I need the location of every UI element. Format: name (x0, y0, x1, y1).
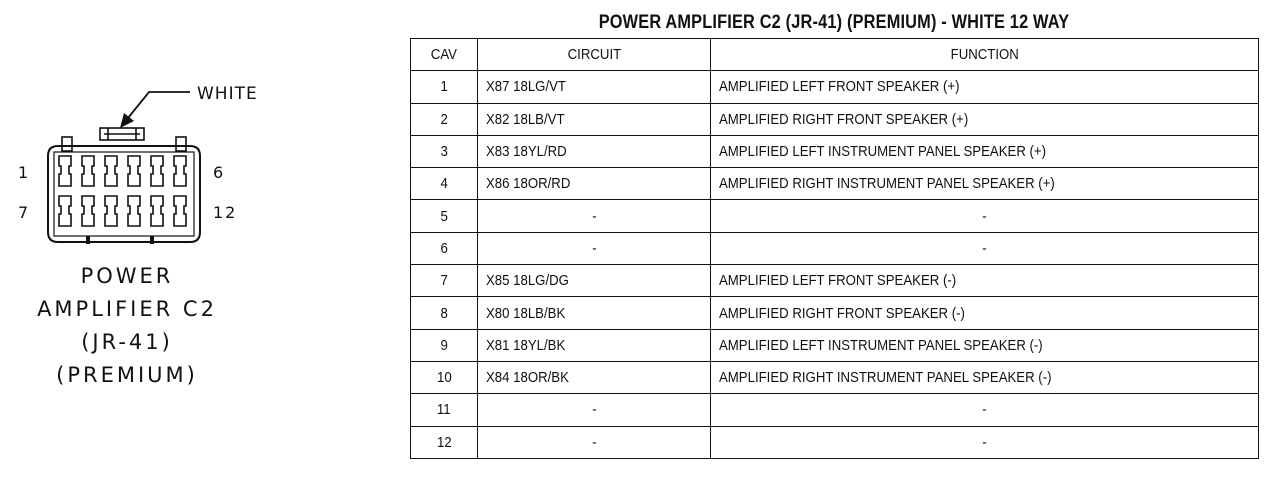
cav-cell-text: 9 (440, 336, 448, 354)
circuit-cell-text: - (591, 433, 597, 451)
connector-side-tabs (62, 137, 186, 151)
cav-cell-text: 8 (440, 304, 448, 322)
function-cell (711, 200, 1259, 232)
circuit-cell-text: X83 18YL/RD (486, 143, 567, 161)
function-cell (711, 361, 1259, 393)
cavity-3 (105, 156, 117, 186)
function-cell (711, 297, 1259, 329)
cav-cell-text: 2 (440, 110, 448, 128)
function-cell-text: - (982, 239, 987, 257)
connector-latch (100, 128, 144, 140)
cav-cell (411, 71, 478, 103)
cav-cell (411, 426, 478, 458)
table-row (411, 135, 1259, 167)
cavity-4 (128, 156, 140, 186)
function-cell (711, 232, 1259, 264)
header-function (711, 39, 1259, 71)
cav-cell (411, 329, 478, 361)
cavity-row-bottom (59, 196, 186, 226)
cav-cell (411, 135, 478, 167)
table-row (411, 168, 1259, 200)
cav-cell (411, 361, 478, 393)
header-circuit-label: CIRCUIT (567, 46, 621, 64)
circuit-cell (478, 71, 711, 103)
caption-line-4: (PREMIUM) (56, 363, 198, 387)
circuit-cell-text: X82 18LB/VT (486, 110, 565, 128)
circuit-cell (478, 232, 711, 264)
table-row (411, 200, 1259, 232)
cav-cell (411, 265, 478, 297)
circuit-cell-text: X84 18OR/BK (486, 369, 569, 387)
header-function-label: FUNCTION (950, 46, 1019, 64)
cavity-10 (128, 196, 140, 226)
circuit-cell (478, 329, 711, 361)
cav-cell (411, 232, 478, 264)
cavity-8 (82, 196, 94, 226)
cav-cell (411, 297, 478, 329)
cav-cell (411, 168, 478, 200)
function-cell (711, 329, 1259, 361)
circuit-cell (478, 200, 711, 232)
function-cell-text: AMPLIFIED LEFT FRONT SPEAKER (-) (719, 272, 957, 290)
pin-label-12: 12 (213, 203, 238, 222)
function-cell-text: AMPLIFIED RIGHT INSTRUMENT PANEL SPEAKER (-) (719, 369, 1052, 387)
cav-cell-text: 6 (440, 239, 448, 257)
table-row (411, 297, 1259, 329)
function-cell (711, 71, 1259, 103)
cavity-7 (59, 196, 71, 226)
leader-arrowhead (120, 113, 134, 128)
cavity-12 (174, 196, 186, 226)
pinout-table (410, 38, 1259, 459)
circuit-cell-text: - (591, 401, 597, 419)
table-row (411, 329, 1259, 361)
table-row (411, 394, 1259, 426)
circuit-cell (478, 103, 711, 135)
function-cell-text: - (982, 401, 987, 419)
function-cell (711, 135, 1259, 167)
circuit-cell (478, 394, 711, 426)
cav-cell-text: 11 (437, 401, 451, 419)
table-row (411, 361, 1259, 393)
cav-cell-text: 4 (440, 175, 448, 193)
table-row (411, 265, 1259, 297)
connector-diagram (0, 0, 300, 490)
circuit-cell (478, 265, 711, 297)
table-row (411, 232, 1259, 264)
cav-cell-text: 7 (440, 272, 448, 290)
circuit-cell (478, 168, 711, 200)
function-cell (711, 168, 1259, 200)
header-cav-label: CAV (430, 46, 458, 64)
connector-color-label: WHITE (197, 84, 258, 104)
cav-cell-text: 3 (440, 143, 448, 161)
header-circuit (478, 39, 711, 71)
circuit-cell (478, 135, 711, 167)
circuit-cell (478, 297, 711, 329)
cav-cell-text: 10 (436, 369, 452, 387)
table-row (411, 103, 1259, 135)
circuit-cell-text: - (591, 207, 597, 225)
table-row (411, 71, 1259, 103)
circuit-cell (478, 426, 711, 458)
cav-cell-text: 5 (440, 207, 448, 225)
circuit-cell (478, 361, 711, 393)
function-cell (711, 103, 1259, 135)
cavity-6 (174, 156, 186, 186)
cavity-11 (151, 196, 163, 226)
circuit-cell-text: - (591, 239, 597, 257)
caption-line-1: POWER (80, 264, 174, 288)
pin-label-6: 6 (213, 163, 224, 182)
cav-cell (411, 394, 478, 426)
function-cell (711, 426, 1259, 458)
table-header-row (411, 39, 1259, 71)
function-cell-text: AMPLIFIED RIGHT INSTRUMENT PANEL SPEAKER (+) (719, 175, 1055, 193)
circuit-cell-text: X87 18LG/VT (486, 78, 566, 96)
function-cell-text: AMPLIFIED RIGHT FRONT SPEAKER (-) (719, 304, 965, 322)
function-cell-text: AMPLIFIED RIGHT FRONT SPEAKER (+) (719, 110, 969, 128)
cav-cell (411, 103, 478, 135)
function-cell-text: - (982, 433, 987, 451)
function-cell (711, 265, 1259, 297)
caption-line-2: AMPLIFIER C2 (37, 297, 217, 321)
cavity-2 (82, 156, 94, 186)
function-cell-text: AMPLIFIED LEFT INSTRUMENT PANEL SPEAKER (-) (719, 336, 1043, 354)
function-cell-text: AMPLIFIED LEFT INSTRUMENT PANEL SPEAKER (+) (719, 143, 1047, 161)
cavity-9 (105, 196, 117, 226)
table-row (411, 426, 1259, 458)
circuit-cell-text: X81 18YL/BK (486, 336, 566, 354)
table-title: POWER AMPLIFIER C2 (JR-41) (PREMIUM) - WHITE 12 WAY (598, 12, 1070, 33)
circuit-cell-text: X80 18LB/BK (486, 304, 566, 322)
table-body (411, 71, 1259, 459)
header-cav (411, 39, 478, 71)
cavity-1 (59, 156, 71, 186)
cav-cell-text: 1 (440, 78, 448, 96)
cavity-row-top (59, 156, 186, 186)
function-cell (711, 394, 1259, 426)
function-cell-text: AMPLIFIED LEFT FRONT SPEAKER (+) (719, 78, 960, 96)
cav-cell-text: 12 (436, 433, 452, 451)
connector-inner-frame (54, 152, 194, 236)
cavity-5 (151, 156, 163, 186)
circuit-cell-text: X86 18OR/RD (486, 175, 571, 193)
pin-label-1: 1 (18, 163, 29, 182)
cav-cell (411, 200, 478, 232)
pin-label-7: 7 (18, 203, 29, 222)
caption-line-3: (JR-41) (81, 330, 173, 354)
leader-line (128, 92, 190, 118)
function-cell-text: - (982, 207, 987, 225)
circuit-cell-text: X85 18LG/DG (486, 272, 569, 290)
